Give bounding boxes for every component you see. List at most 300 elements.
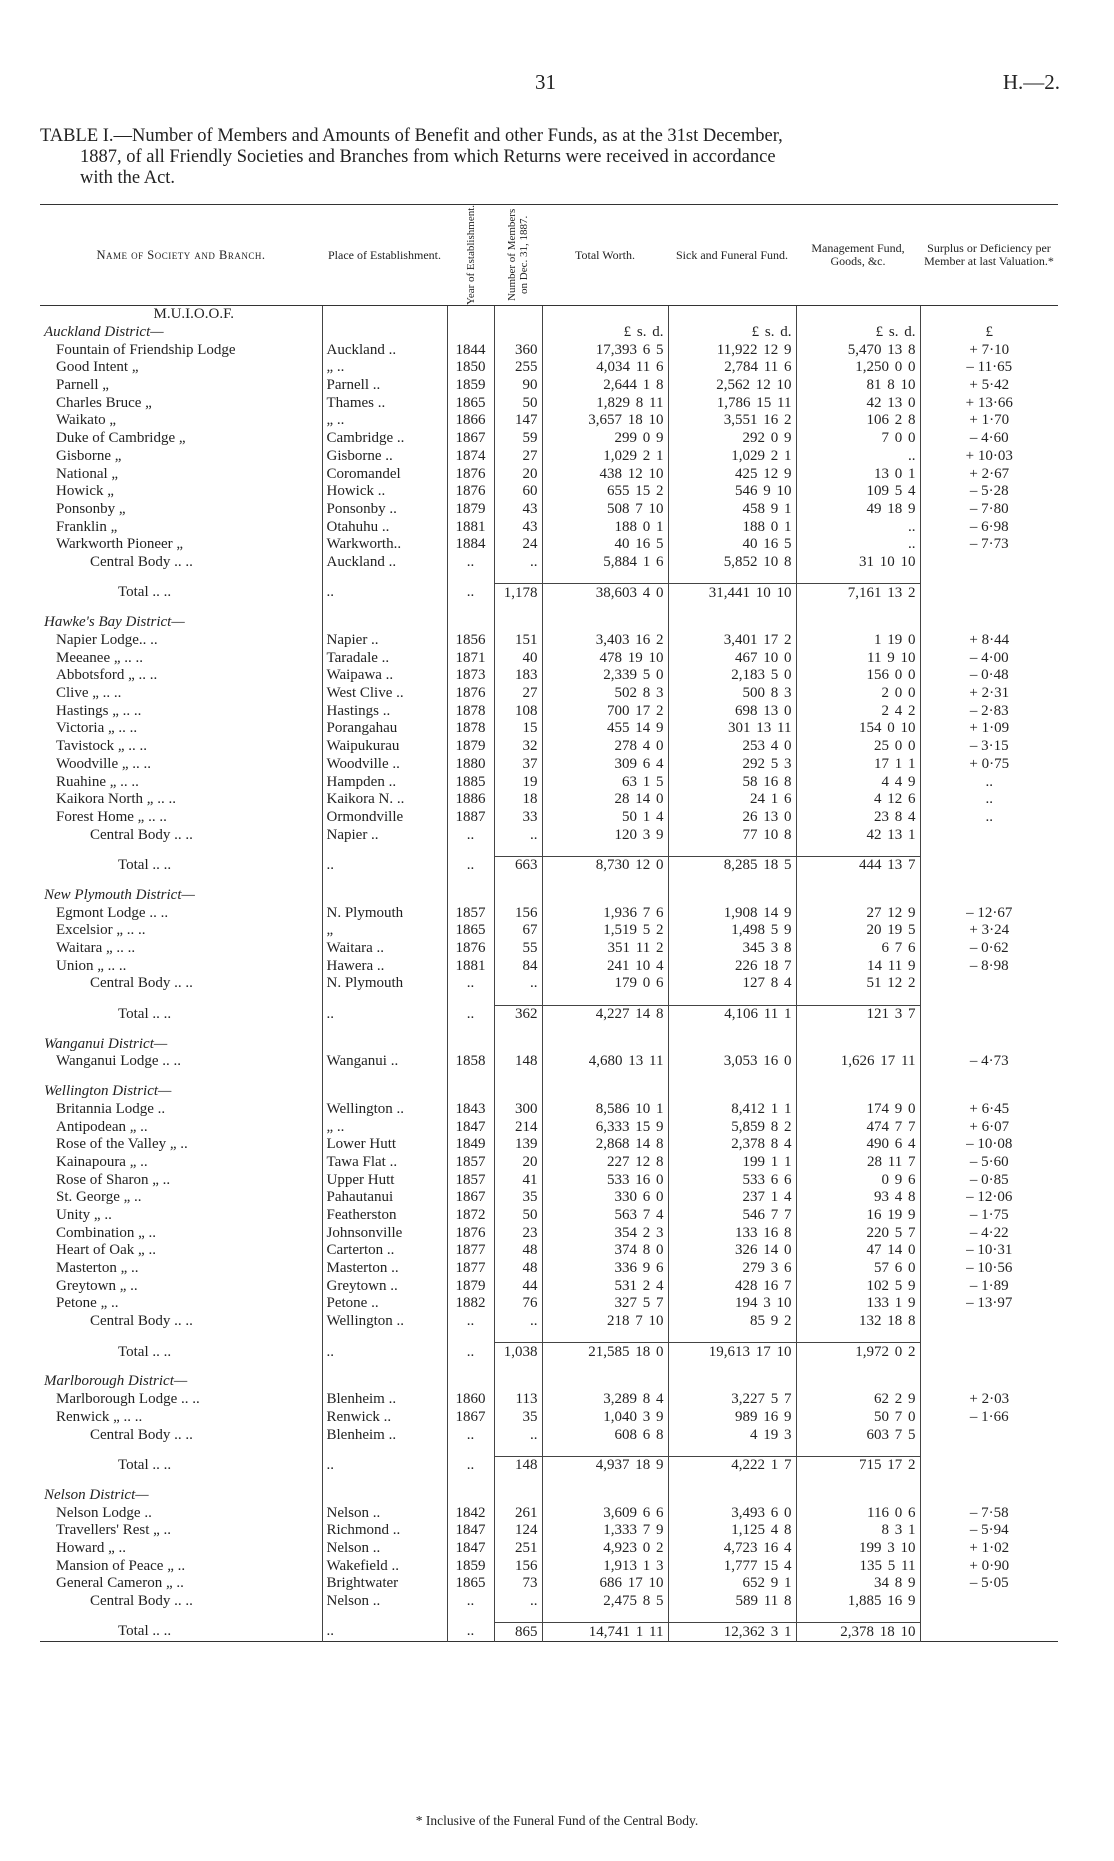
cell-members: 20 [494,465,542,483]
cell-members: 151 [494,632,542,650]
cell-surplus: – 13·97 [920,1295,1058,1313]
cell-worth: 28 14 0 [542,791,668,809]
cell-members: 50 [494,1207,542,1225]
cell-name: Renwick „ .. .. [56,1408,143,1425]
cell-name: Central Body .. .. [90,1426,193,1443]
cell-place: Blenheim .. [322,1391,447,1409]
cell-members: 27 [494,685,542,703]
cell-place [322,1330,447,1343]
cell-worth: 8,730 12 0 [542,856,668,874]
cell-worth: 686 17 10 [542,1575,668,1593]
cell-place: Tawa Flat .. [322,1154,447,1172]
cell-mgmt: 2,378 18 10 [796,1623,920,1642]
cell-surplus: – 5·28 [920,483,1058,501]
cell-surplus [920,844,1058,857]
cell-sick: 2,183 5 0 [668,667,796,685]
cell-mgmt [796,1035,920,1053]
cell-surplus: + 3·24 [920,922,1058,940]
cell-surplus [920,1361,1058,1373]
cell-mgmt [796,875,920,887]
cell-mgmt: 28 11 7 [796,1154,920,1172]
cell-worth: 4,034 11 6 [542,359,668,377]
table-row [40,1136,1058,1154]
cell-sick [668,1330,796,1343]
cell-place [322,614,447,632]
cell-mgmt: 154 0 10 [796,720,920,738]
cell-sick [668,1373,796,1391]
cell-place: Petone .. [322,1295,447,1313]
cell-year [447,306,494,324]
cell-members: 32 [494,738,542,756]
cell-year: 1844 [447,341,494,359]
cell-year [447,1373,494,1391]
district-row [40,1035,1058,1053]
cell-place: Kaikora N. .. [322,791,447,809]
cell-worth: £ s. d. [542,324,668,342]
cell-surplus [920,1343,1058,1361]
cell-worth: 354 2 3 [542,1224,668,1242]
cell-members: 18 [494,791,542,809]
cell-mgmt [796,1330,920,1343]
cell-sick: 188 0 1 [668,518,796,536]
cell-name [40,1361,322,1373]
cell-mgmt: 49 18 9 [796,501,920,519]
cell-surplus: – 1·66 [920,1409,1058,1427]
cell-name: Hawke's Bay District— [44,614,185,631]
cell-name [40,875,322,887]
cell-place: Brightwater [322,1575,447,1593]
cell-mgmt: 1,250 0 0 [796,359,920,377]
cell-sick: 24 1 6 [668,791,796,809]
cell-worth: 700 17 2 [542,702,668,720]
cell-sick [668,1475,796,1487]
cell-place: Hawera .. [322,957,447,975]
cell-name: Wanganui Lodge .. .. [56,1053,182,1070]
cell-surplus: – 1·89 [920,1277,1058,1295]
cell-worth: 6,333 15 9 [542,1118,668,1136]
cell-mgmt [796,844,920,857]
cell-mgmt: 199 3 10 [796,1540,920,1558]
cell-sick: 345 3 8 [668,940,796,958]
cell-mgmt: 47 14 0 [796,1242,920,1260]
cell-surplus [920,875,1058,887]
cell-year: 1865 [447,922,494,940]
cell-name: Union „ .. .. [56,957,127,974]
cell-name: General Cameron „ .. [56,1575,184,1592]
cell-members: .. [494,1426,542,1444]
cell-year [447,1610,494,1623]
cell-mgmt: 106 2 8 [796,412,920,430]
cell-surplus [920,1456,1058,1474]
cell-surplus [920,571,1058,584]
cell-sick: 4,106 11 1 [668,1005,796,1023]
cell-name: Forest Home „ .. .. [56,808,167,825]
cell-place: Greytown .. [322,1277,447,1295]
cell-name: Rose of Sharon „ .. [56,1171,171,1188]
cell-sick [668,993,796,1006]
spacer-row [40,602,1058,614]
total-row [40,1343,1058,1361]
cell-year: 1881 [447,518,494,536]
cell-sick: 698 13 0 [668,702,796,720]
cell-members [494,1444,542,1457]
cell-name: Greytown „ .. [56,1277,138,1294]
cell-mgmt: 135 5 11 [796,1557,920,1575]
cell-year: 1842 [447,1504,494,1522]
header-members-text: Number of Members on Dec. 31, 1887. [506,208,530,302]
table-row [40,1118,1058,1136]
table-body [40,306,1058,1642]
cell-surplus: – 5·94 [920,1522,1058,1540]
cell-worth: 351 11 2 [542,940,668,958]
caption-line: TABLE I.—Number of Members and Amounts of Benefit and other Funds, as at the 31st December, [40,126,783,146]
cell-surplus: – 3·15 [920,738,1058,756]
cell-place: Ormondville [322,809,447,827]
cell-year [447,614,494,632]
table-row [40,738,1058,756]
cell-name: Mansion of Peace „ .. [56,1557,186,1574]
spacer-row [40,1330,1058,1343]
table-row [40,377,1058,395]
table-row [40,791,1058,809]
cell-name: Good Intent „ [56,359,139,376]
cell-mgmt: 109 5 4 [796,483,920,501]
cell-surplus: + 13·66 [920,394,1058,412]
header-mgmt: Management Fund, Goods, &c. [796,205,920,306]
cell-surplus: + 6·07 [920,1118,1058,1136]
cell-year: 1879 [447,738,494,756]
cell-place [322,1023,447,1035]
cell-surplus: .. [920,773,1058,791]
cell-members: 43 [494,501,542,519]
cell-members [494,602,542,614]
cell-surplus: + 2·03 [920,1391,1058,1409]
cell-sick [668,1083,796,1101]
cell-members: 44 [494,1277,542,1295]
cell-name: Gisborne „ [56,447,122,464]
cell-surplus [920,1035,1058,1053]
cell-place: „ .. [322,1118,447,1136]
cell-members [494,887,542,905]
cell-place: Waipukurau [322,738,447,756]
cell-surplus [920,1426,1058,1444]
cell-mgmt [796,887,920,905]
table-row [40,1224,1058,1242]
cell-place: Wanganui .. [322,1053,447,1071]
cell-members: 156 [494,1557,542,1575]
cell-members: 183 [494,667,542,685]
cell-year: 1847 [447,1540,494,1558]
cell-sick: 428 16 7 [668,1277,796,1295]
cell-surplus: – 7·80 [920,501,1058,519]
cell-sick: 31,441 10 10 [668,584,796,602]
cell-surplus: £ [920,324,1058,342]
spacer-row [40,1475,1058,1487]
cell-place: Auckland .. [322,554,447,572]
cell-members [494,1330,542,1343]
cell-worth [542,571,668,584]
cell-sick: 77 10 8 [668,826,796,844]
cell-worth: 2,475 8 5 [542,1593,668,1611]
cell-members: 251 [494,1540,542,1558]
cell-mgmt: 93 4 8 [796,1189,920,1207]
cell-surplus: + 2·31 [920,685,1058,703]
spacer-row [40,993,1058,1006]
cell-surplus: – 2·83 [920,702,1058,720]
cell-place: Nelson .. [322,1540,447,1558]
total-row [40,1623,1058,1642]
cell-worth: 241 10 4 [542,957,668,975]
cell-name: Combination „ .. [56,1224,156,1241]
cell-year: 1881 [447,957,494,975]
cell-members: 24 [494,536,542,554]
cell-name: Heart of Oak „ .. [56,1242,156,1259]
cell-place: Napier .. [322,826,447,844]
cell-surplus: + 5·42 [920,377,1058,395]
cell-year: 1876 [447,1224,494,1242]
cell-surplus [920,602,1058,614]
header-year [447,205,494,306]
cell-name: Clive „ .. .. [56,685,122,702]
cell-members [494,1487,542,1505]
cell-surplus [920,306,1058,324]
cell-mgmt [796,1610,920,1623]
cell-surplus [920,1487,1058,1505]
cell-year: 1874 [447,448,494,466]
table-row [40,702,1058,720]
cell-name: New Plymouth District— [44,886,195,903]
cell-worth [542,993,668,1006]
spacer-row [40,1610,1058,1623]
table-row [40,394,1058,412]
cell-members [494,614,542,632]
cell-worth: 478 19 10 [542,649,668,667]
cell-members: 67 [494,922,542,940]
cell-name: Woodville „ .. .. [56,755,152,772]
cell-year: .. [447,1593,494,1611]
caption-line: 1887, of all Friendly Societies and Branches from which Returns were received in accordance [80,147,776,167]
cell-year: 1873 [447,667,494,685]
table-row [40,1391,1058,1409]
cell-members: 76 [494,1295,542,1313]
cell-name: Warkworth Pioneer „ [56,536,184,553]
caption-line: with the Act. [80,168,176,188]
cell-mgmt: 20 19 5 [796,922,920,940]
spacer-row [40,844,1058,857]
cell-year: 1849 [447,1136,494,1154]
cell-place [322,306,447,324]
cell-members: 73 [494,1575,542,1593]
cell-members: 33 [494,809,542,827]
table-row [40,756,1058,774]
cell-place: .. [322,1005,447,1023]
cell-sick: 3,551 16 2 [668,412,796,430]
cell-worth: 1,040 3 9 [542,1409,668,1427]
cell-members: 147 [494,412,542,430]
cell-sick: 3,227 5 7 [668,1391,796,1409]
cell-name: Total .. .. [118,1343,172,1360]
cell-members: 23 [494,1224,542,1242]
table-row [40,957,1058,975]
total-row [40,584,1058,602]
cell-place: Porangahau [322,720,447,738]
cell-name: Total .. .. [118,1623,172,1640]
cell-surplus: – 10·08 [920,1136,1058,1154]
cell-year [447,1475,494,1487]
table-row [40,1242,1058,1260]
cell-name: Ruahine „ .. .. [56,773,139,790]
cell-place: .. [322,1456,447,1474]
cell-place: Napier .. [322,632,447,650]
cell-members: 20 [494,1154,542,1172]
cell-name: Total .. .. [118,584,172,601]
cell-name: Fountain of Friendship Lodge [56,341,236,358]
table-row [40,1426,1058,1444]
cell-worth: 14,741 1 11 [542,1623,668,1642]
cell-worth: 278 4 0 [542,738,668,756]
cell-sick: 2,378 8 4 [668,1136,796,1154]
cell-worth [542,1373,668,1391]
cell-sick [668,1361,796,1373]
table-row [40,306,1058,324]
cell-year [447,993,494,1006]
cell-place: .. [322,1623,447,1642]
cell-year [447,1071,494,1083]
cell-place: Ponsonby .. [322,501,447,519]
cell-year: 1880 [447,756,494,774]
cell-worth: 3,609 6 6 [542,1504,668,1522]
cell-surplus: + 1·02 [920,1540,1058,1558]
table-row [40,1522,1058,1540]
footnote: * Inclusive of the Funeral Fund of the Central Body. [415,1813,699,1828]
cell-members: 156 [494,904,542,922]
cell-place [322,571,447,584]
cell-sick: 652 9 1 [668,1575,796,1593]
cell-year: 1871 [447,649,494,667]
cell-sick: 467 10 0 [668,649,796,667]
cell-members: 50 [494,394,542,412]
cell-year: 1884 [447,536,494,554]
cell-members: 362 [494,1005,542,1023]
cell-mgmt: 17 1 1 [796,756,920,774]
cell-worth: 336 9 6 [542,1260,668,1278]
cell-surplus: + 7·10 [920,341,1058,359]
cell-worth [542,1475,668,1487]
cell-mgmt: 7 0 0 [796,430,920,448]
cell-sick [668,1071,796,1083]
cell-mgmt: 220 5 7 [796,1224,920,1242]
table-row [40,501,1058,519]
cell-sick: 4,222 1 7 [668,1456,796,1474]
cell-place [322,1071,447,1083]
cell-members: 124 [494,1522,542,1540]
cell-name: Hastings „ .. .. [56,702,142,719]
cell-members: 214 [494,1118,542,1136]
cell-members: 15 [494,720,542,738]
cell-worth: 4,227 14 8 [542,1005,668,1023]
cell-year: 1876 [447,940,494,958]
district-row [40,1083,1058,1101]
cell-mgmt [796,602,920,614]
table-row [40,1504,1058,1522]
cell-surplus [920,1373,1058,1391]
table-row [40,536,1058,554]
cell-name [40,1610,322,1623]
cell-members: 261 [494,1504,542,1522]
cell-year: 1879 [447,1277,494,1295]
cell-members: 27 [494,448,542,466]
header-name: Name of Society and Branch. [40,205,322,306]
cell-worth: 3,289 8 4 [542,1391,668,1409]
cell-year: 1877 [447,1242,494,1260]
cell-sick [668,1487,796,1505]
cell-surplus: – 1·75 [920,1207,1058,1225]
total-row [40,1456,1058,1474]
cell-surplus [920,993,1058,1006]
cell-surplus [920,887,1058,905]
cell-members [494,844,542,857]
cell-mgmt: 8 3 1 [796,1522,920,1540]
cell-sick: 4 19 3 [668,1426,796,1444]
cell-mgmt: 62 2 9 [796,1391,920,1409]
cell-place: Carterton .. [322,1242,447,1260]
cell-sick: 1,786 15 11 [668,394,796,412]
cell-members: 90 [494,377,542,395]
cell-members: 48 [494,1242,542,1260]
cell-year: 1847 [447,1522,494,1540]
cell-name: Auckland District— [44,324,164,341]
cell-sick [668,844,796,857]
cell-mgmt: 42 13 1 [796,826,920,844]
cell-surplus [920,1623,1058,1642]
cell-surplus [920,584,1058,602]
cell-name: Wanganui District— [44,1035,168,1052]
cell-year: 1876 [447,483,494,501]
cell-surplus: – 8·98 [920,957,1058,975]
cell-place: Hampden .. [322,773,447,791]
cell-surplus: + 10·03 [920,448,1058,466]
table-row [40,518,1058,536]
cell-sick: 199 1 1 [668,1154,796,1172]
cell-place: N. Plymouth [322,904,447,922]
cell-members [494,1361,542,1373]
cell-sick: 194 3 10 [668,1295,796,1313]
cell-year: 1859 [447,1557,494,1575]
cell-worth: 531 2 4 [542,1277,668,1295]
cell-worth: 455 14 9 [542,720,668,738]
cell-sick: 253 4 0 [668,738,796,756]
cell-worth: 502 8 3 [542,685,668,703]
cell-sick [668,1444,796,1457]
cell-mgmt: 5,470 13 8 [796,341,920,359]
cell-place: Wakefield .. [322,1557,447,1575]
cell-members [494,993,542,1006]
cell-place: Upper Hutt [322,1171,447,1189]
cell-members [494,306,542,324]
cell-worth [542,844,668,857]
cell-year: .. [447,1313,494,1331]
cell-year: 1867 [447,1189,494,1207]
cell-place: Cambridge .. [322,430,447,448]
header-worth: Total Worth. [542,205,668,306]
cell-mgmt [796,1071,920,1083]
cell-sick: 279 3 6 [668,1260,796,1278]
cell-members: 40 [494,649,542,667]
cell-year [447,1023,494,1035]
cell-worth [542,1444,668,1457]
cell-surplus: – 4·73 [920,1053,1058,1071]
cell-surplus: – 7·58 [920,1504,1058,1522]
